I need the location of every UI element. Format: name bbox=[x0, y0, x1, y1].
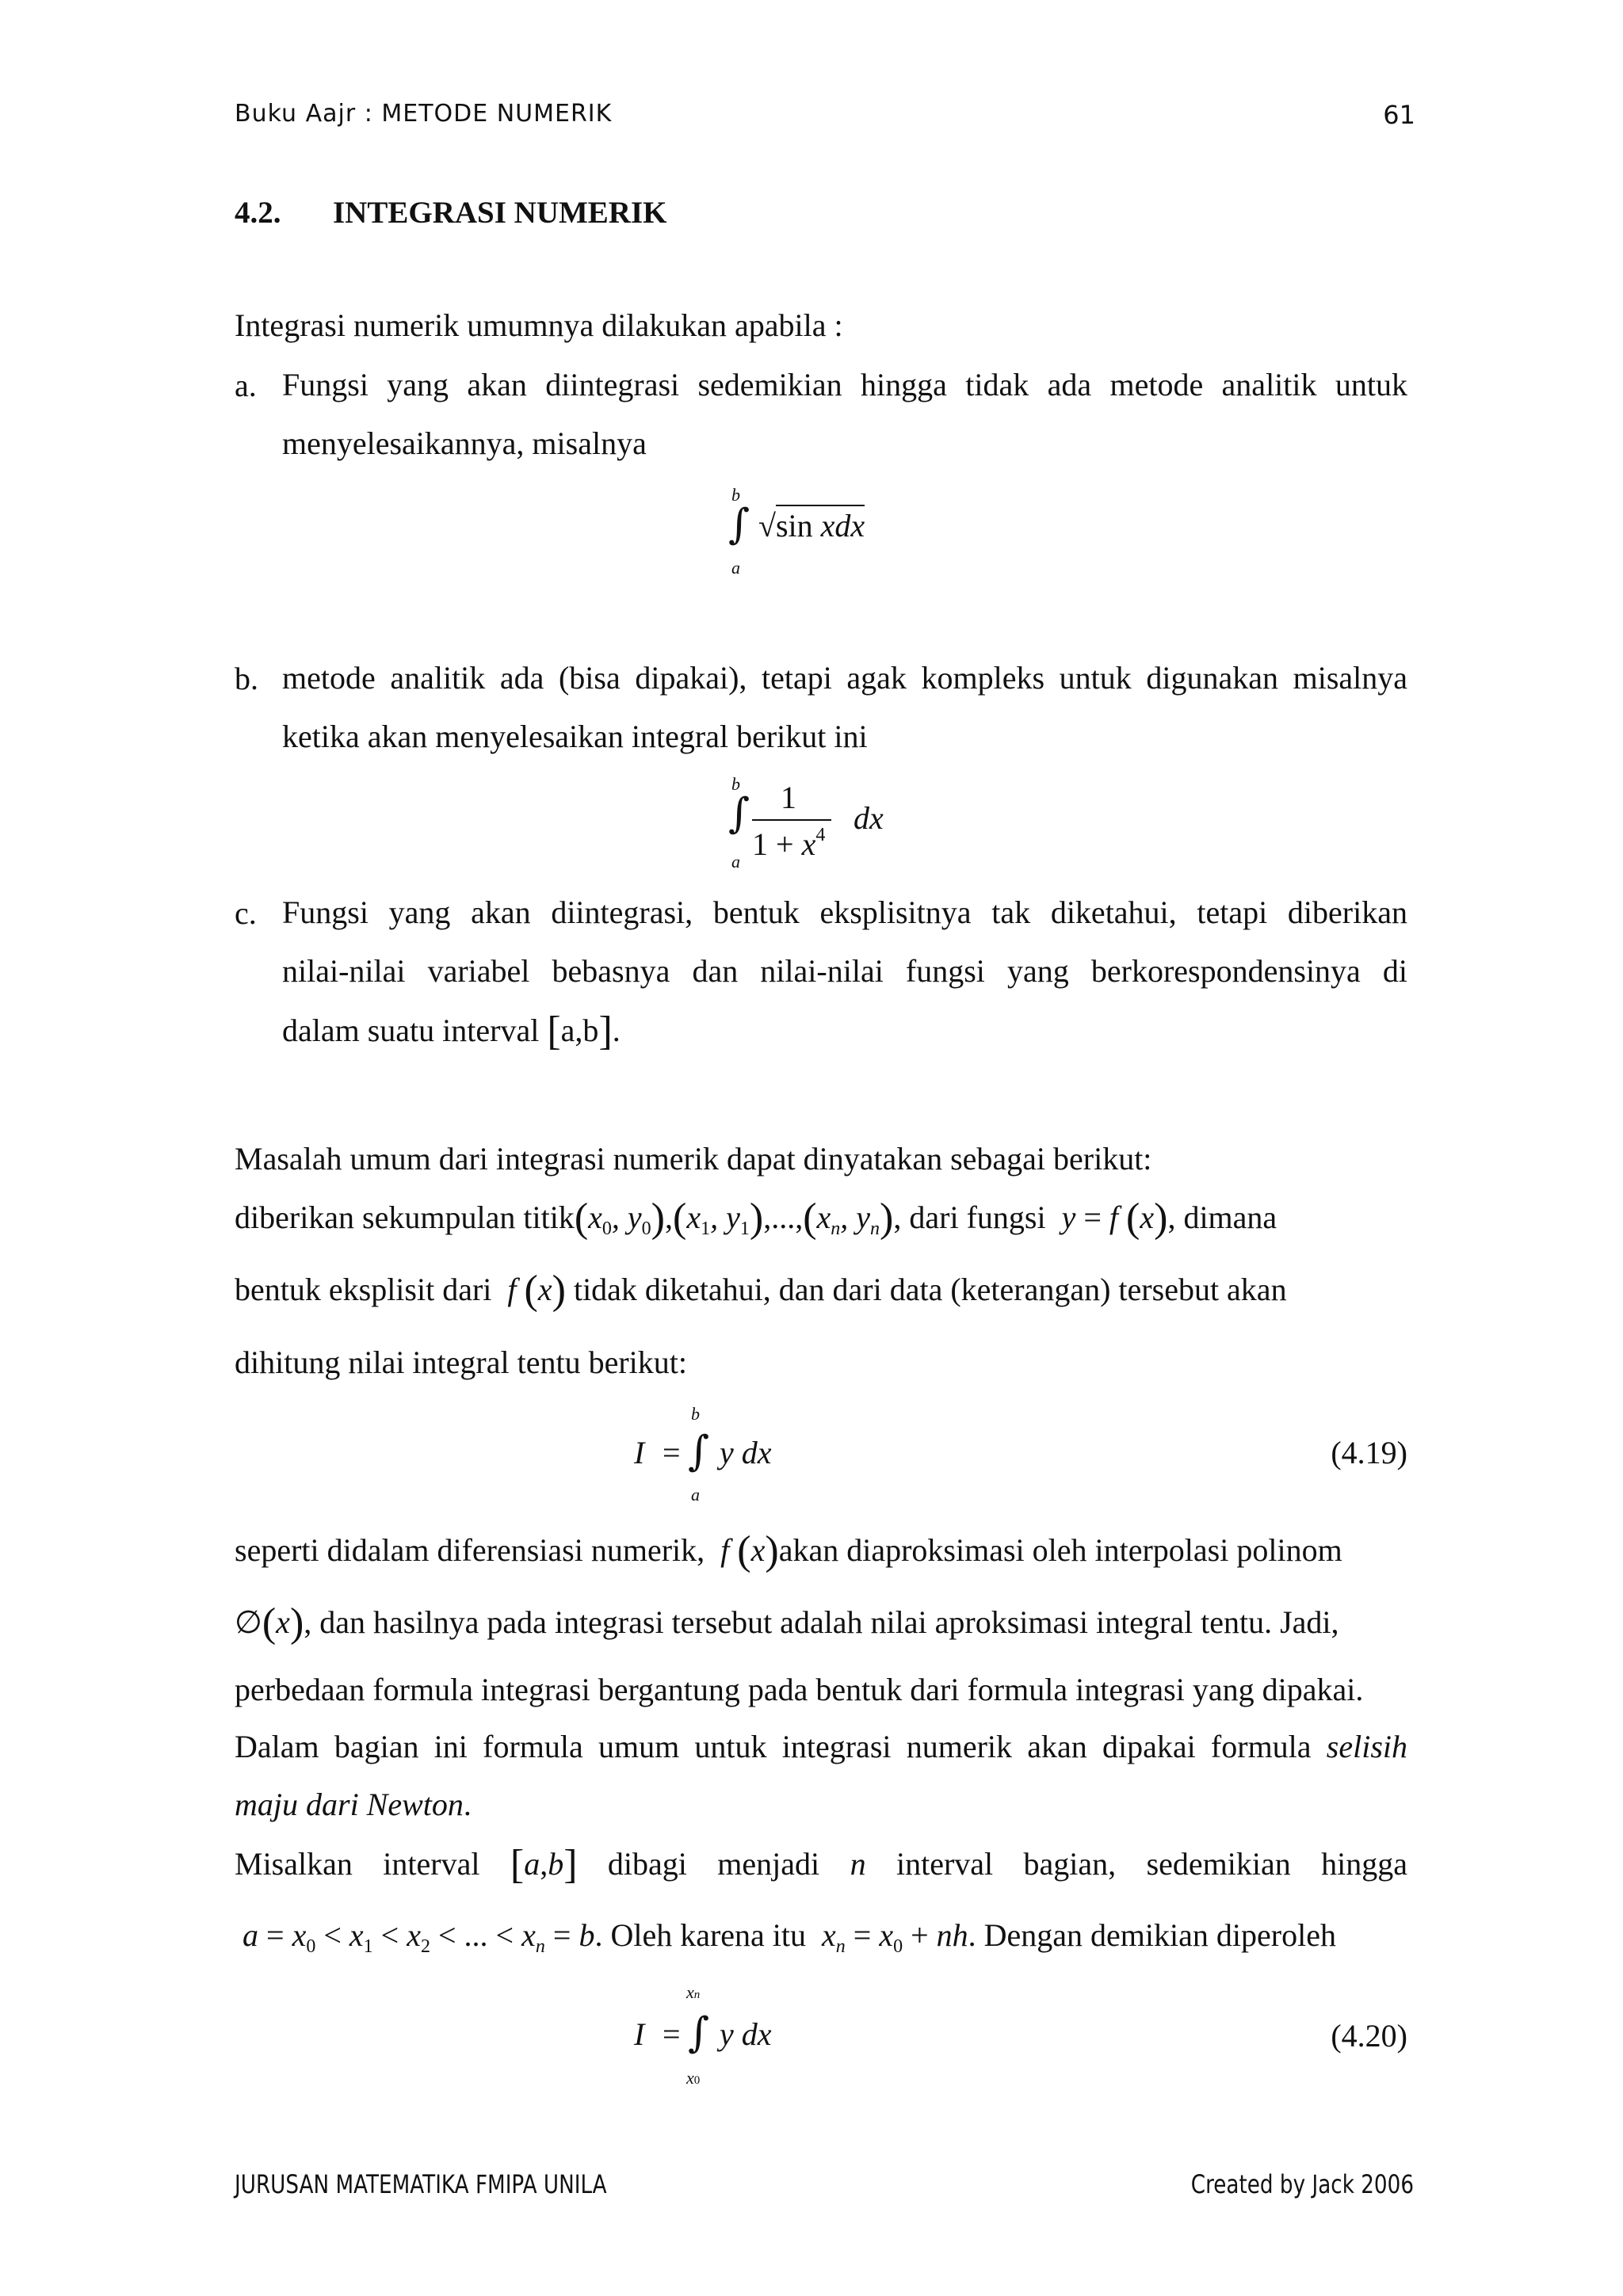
problem-line2 bbox=[235, 1198, 1407, 1249]
para2-line1 bbox=[235, 1528, 1342, 1573]
para2-line5-italic: maju dari Newton bbox=[235, 1787, 464, 1822]
fx-symbol-2: f (x) bbox=[720, 1528, 779, 1573]
footer-credit: Created by Jack 2006 bbox=[1190, 2169, 1414, 2199]
problem-line2-text-a: diberikan sekumpulan titik bbox=[235, 1199, 575, 1235]
item-b-line1: metode analitik ada (bisa dipakai), tetapi agak kompleks untuk digunakan misalnya bbox=[282, 660, 1407, 696]
points-set: ($x_0$, $y_0),(x_1$, $y_1),...,(x_n$, $y_n$) bbox=[574, 1196, 894, 1241]
function-def: y = f (x) bbox=[1061, 1196, 1168, 1241]
para2-line2-text: , dan hasilnya pada integrasi tersebut adalah nilai aproksimasi integral tentu. Jadi, bbox=[304, 1604, 1339, 1640]
para2-line4-text: Dalam bagian ini formula umum untuk integrasi numerik akan dipakai formula bbox=[235, 1729, 1312, 1764]
problem-line3-text-a: bentuk eksplisit dari bbox=[235, 1272, 492, 1307]
equation-4-20-number: (4.20) bbox=[1331, 2018, 1407, 2054]
problem-line1: Masalah umum dari integrasi numerik dapat dinyatakan sebagai berikut: bbox=[235, 1141, 1152, 1177]
problem-line3-text-b: tidak diketahui, dan dari data (keterangan) tersebut akan bbox=[573, 1272, 1287, 1307]
xn-formula: $x_n = x_0$ + nh bbox=[822, 1917, 968, 1957]
item-c-line1: Fungsi yang akan diintegrasi, bentuk eksplisitnya tak diketahui, tetapi diberikan bbox=[282, 894, 1407, 930]
para2-line4-italic: selisih bbox=[1326, 1729, 1408, 1764]
para3-line2 bbox=[235, 1916, 1336, 1966]
equation-rational: b ∫ a 1 $1 + x^4$ dx bbox=[728, 774, 884, 871]
interval-ab: [a,b]. bbox=[547, 1009, 621, 1054]
para2-line3: perbedaan formula integrasi bergantung pada bentuk dari formula integrasi yang dipakai. bbox=[235, 1672, 1364, 1707]
intro-text: Integrasi numerik umumnya dilakukan apabila : bbox=[235, 307, 843, 343]
item-c-line2: nilai-nilai variabel bebasnya dan nilai-nilai fungsi yang berkorespondensinya di bbox=[282, 953, 1407, 989]
item-c-line3 bbox=[282, 1009, 621, 1054]
para3-line1-text-a: Misalkan interval bbox=[235, 1846, 480, 1882]
para3-line1 bbox=[235, 1844, 1407, 1885]
item-a-line2: menyelesaikannya, misalnya bbox=[282, 425, 647, 461]
item-a-line1: Fungsi yang akan diintegrasi sedemikian hingga tidak ada metode analitik untuk bbox=[282, 367, 1407, 402]
equation-4-19-number: (4.19) bbox=[1331, 1435, 1407, 1470]
interval-ab-2: [a,b] bbox=[510, 1842, 578, 1887]
item-b-line2: ketika akan menyelesaikan integral berikut ini bbox=[282, 719, 868, 754]
header-page-number: 61 bbox=[1383, 100, 1415, 130]
para2-line1-text-a: seperti didalam diferensiasi numerik, bbox=[235, 1532, 705, 1568]
problem-line3 bbox=[235, 1268, 1287, 1313]
equation-sqrt-sin: b ∫ a √sin xdx bbox=[728, 485, 865, 578]
n-symbol: n bbox=[850, 1846, 866, 1882]
equation-4-20: I = xn ∫ x0 y dx bbox=[634, 1982, 772, 2088]
para2-line4 bbox=[235, 1727, 1407, 1767]
para2-line2 bbox=[235, 1600, 1339, 1646]
para2-line1-text-b: akan diaproksimasi oleh interpolasi polinom bbox=[778, 1532, 1342, 1568]
para2-line5-end: . bbox=[463, 1787, 472, 1822]
equation-4-19: I = b ∫ a y dx bbox=[634, 1404, 772, 1505]
para3-line2-text-a: . Oleh karena itu bbox=[594, 1917, 806, 1953]
footer-department: JURUSAN MATEMATIKA FMIPA UNILA bbox=[235, 2169, 607, 2199]
problem-line2-text-b: , dari fungsi bbox=[893, 1199, 1046, 1235]
fx-symbol: f (x) bbox=[507, 1268, 566, 1313]
partition-inequality: $a = x_0 < x_1 < x_2$ < ... < $x_n = b$ bbox=[235, 1917, 595, 1957]
section-number: 4.2. bbox=[235, 196, 281, 230]
problem-line2-text-c: , dimana bbox=[1167, 1199, 1277, 1235]
para3-line1-text-b: dibagi menjadi bbox=[607, 1846, 820, 1882]
para2-line5 bbox=[235, 1785, 472, 1825]
item-c-line3-text: dalam suatu interval bbox=[282, 1013, 540, 1048]
section-heading bbox=[235, 195, 666, 231]
phi-x-symbol: ∅(x) bbox=[235, 1600, 304, 1646]
section-title: INTEGRASI NUMERIK bbox=[333, 196, 667, 230]
item-a-label: a. bbox=[235, 368, 257, 403]
item-b-label: b. bbox=[235, 661, 258, 696]
para3-line2-text-b: . Dengan demikian diperoleh bbox=[968, 1917, 1336, 1953]
header-book-title: Buku Aajr : METODE NUMERIK bbox=[235, 100, 613, 128]
item-c-label: c. bbox=[235, 895, 257, 931]
para3-line1-text-c: interval bagian, sedemikian hingga bbox=[896, 1846, 1408, 1882]
problem-line4: dihitung nilai integral tentu berikut: bbox=[235, 1344, 687, 1380]
